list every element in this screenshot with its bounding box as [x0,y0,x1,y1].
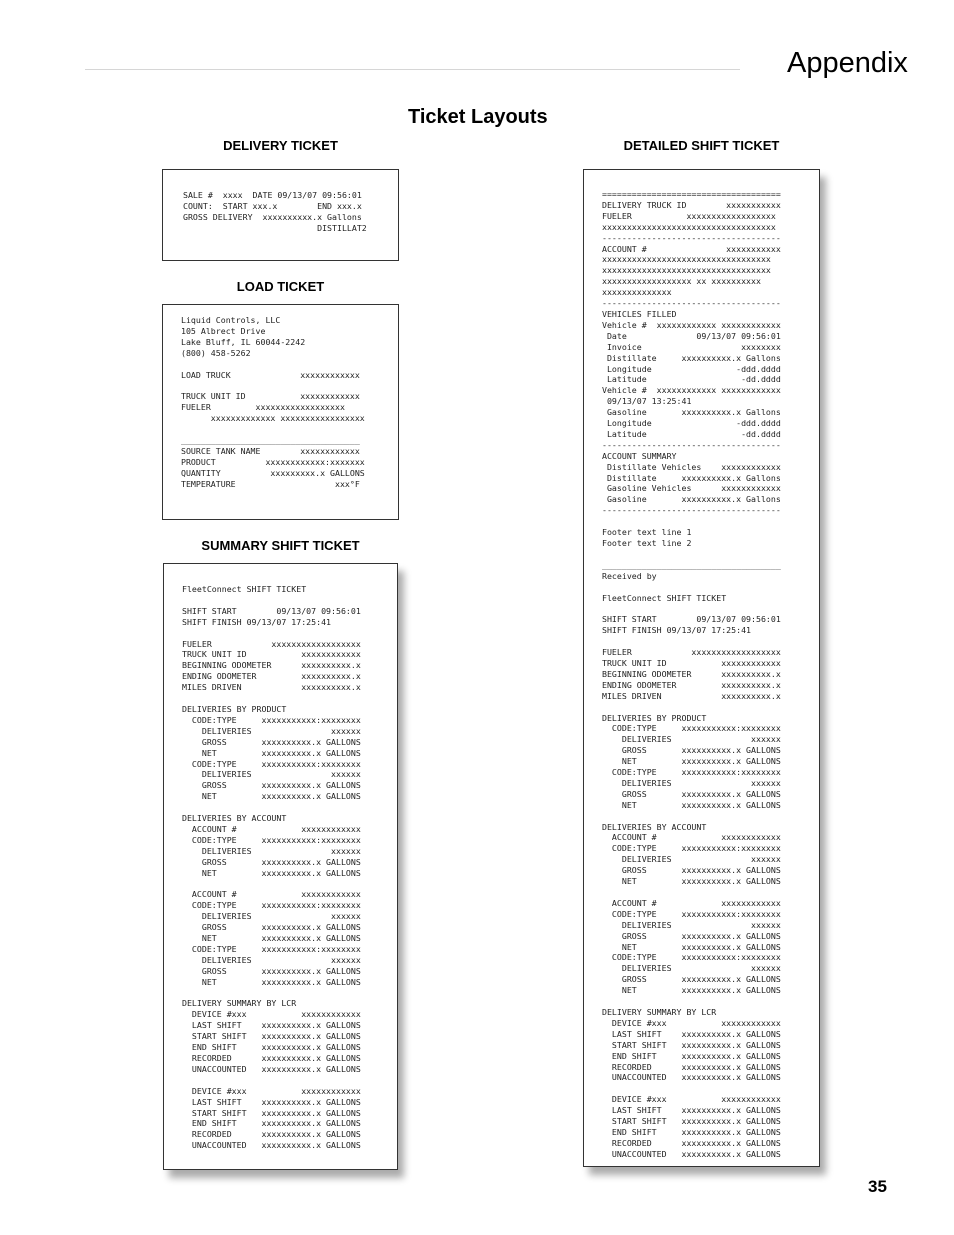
section-title: Appendix [787,47,908,79]
summary-shift-ticket-text: FleetConnect SHIFT TICKET SHIFT START 09/13/07 09:56:01 SHIFT FINISH 09/13/07 17:25:41 FUELER xxxxxxxxxxxxxxxxxx TRUCK UNIT ID xxxxxxxxxxxx BEGINNING ODOMETER xxxxxxxxxx.x ENDING ODOMETER xxxxxxxxxx.x MILES DRIVEN xxxxxxxxxx.x DELIVERIES BY PRODUCT CODE:TYPE xxxxxxxxxxx:xxxxxxxx DELIVERIES xxxxxx GROSS xxxxxxxxxx.x GALLONS NET xxxxxxxxxx.x GALLONS CODE:TYPE xxxxxxxxxxx:xxxxxxxx DELIVERIES xxxxxx GROSS xxxxxxxxxx.x GALLONS NET xxxxxxxxxx.x GALLONS DELIVERIES BY ACCOUNT ACCOUNT # xxxxxxxxxxxx CODE:TYPE xxxxxxxxxxx:xxxxxxxx DELIVERIES xxxxxx GROSS xxxxxxxxxx.x GALLONS NET xxxxxxxxxx.x GALLONS ACCOUNT # xxxxxxxxxxxx CODE:TYPE xxxxxxxxxxx:xxxxxxxx DELIVERIES xxxxxx GROSS xxxxxxxxxx.x GALLONS NET xxxxxxxxxx.x GALLONS CODE:TYPE xxxxxxxxxxx:xxxxxxxx DELIVERIES xxxxxx GROSS xxxxxxxxxx.x GALLONS NET xxxxxxxxxx.x GALLONS DELIVERY SUMMARY BY LCR DEVICE #xxx xxxxxxxxxxxx LAST SHIFT xxxxxxxxxx.x GALLONS START SHIFT xxxxxxxxxx.x GALLONS END SHIFT xxxxxxxxxx.x GALLONS RECORDED xxxxxxxxxx.x GALLONS UNACCOUNTED xxxxxxxxxx.x GALLONS DEVICE #xxx xxxxxxxxxxxx LAST SHIFT xxxxxxxxxx.x GALLONS START SHIFT xxxxxxxxxx.x GALLONS END SHIFT xxxxxxxxxx.x GALLONS RECORDED xxxxxxxxxx.x GALLONS UNACCOUNTED xxxxxxxxxx.x GALLONS [182,584,361,1151]
summary-shift-ticket-label: SUMMARY SHIFT TICKET [201,538,360,553]
page-title: Ticket Layouts [408,106,548,128]
detailed-shift-ticket [583,169,820,1167]
detailed-shift-ticket-label: DETAILED SHIFT TICKET [623,138,780,153]
page-number: 35 [868,1177,887,1196]
header-rule [85,69,740,70]
delivery-ticket-label: DELIVERY TICKET [223,138,338,153]
load-ticket [162,304,399,520]
load-ticket-text: Liquid Controls, LLC 105 Albrect Drive Lake Bluff, IL 60044-2242 (800) 458-5262 LOAD TRUCK xxxxxxxxxxxx TRUCK UNIT ID xxxxxxxxxxxx FUELER xxxxxxxxxxxxxxxxxx xxxxxxxxxxxxx xxxxxxxxxxxxxxxxx ____________________________________ SOURCE TANK NAME xxxxxxxxxxxx PRODUCT xxxxxxxxxxxx:xxxxxxx QUANTITY xxxxxxxxx.x GALLONS TEMPERATURE xxx°F [181,315,365,489]
delivery-ticket-text: SALE # xxxx DATE 09/13/07 09:56:01 COUNT: START xxx.x END xxx.x GROSS DELIVERY xxxxxxxxxx.x Gallons DISTILLAT2 [183,190,367,233]
summary-shift-ticket [163,563,398,1170]
delivery-ticket [162,169,399,261]
load-ticket-label: LOAD TICKET [236,279,325,294]
detailed-shift-ticket-text: ==================================== DELIVERY TRUCK ID xxxxxxxxxxx FUELER xxxxxxxxxxxxxxxxxx xxxxxxxxxxxxxxxxxxxxxxxxxxxxxxxxxxx ------------------------------------ ACCOUNT # xxxxxxxxxxx xxxxxxxxxxxxxxxxxxxxxxxxxxxxxxxxxx xxxxxxxxxxxxxxxxxxxxxxxxxxxxxxxxxx xxxxxxxxxxxxxxxxxx xx xxxxxxxxxx xxxxxxxxxxxxxx ------------------------------------ VEHICLES FILLED Vehicle # xxxxxxxxxxxx xxxxxxxxxxxx Date 09/13/07 09:56:01 Invoice xxxxxxxx Distillate xxxxxxxxxx.x Gallons Longitude -ddd.dddd Latitude -dd.dddd Vehicle # xxxxxxxxxxxx xxxxxxxxxxxx 09/13/07 13:25:41 Gasoline xxxxxxxxxx.x Gallons Longitude -ddd.dddd Latitude -dd.dddd ------------------------------------ ACCOUNT SUMMARY Distillate Vehicles xxxxxxxxxxxx Distillate xxxxxxxxxx.x Gallons Gasoline Vehicles xxxxxxxxxxxx Gasoline xxxxxxxxxx.x Gallons ------------------------------------ Footer text line 1 Footer text line 2 ____________________________________ Received by FleetConnect SHIFT TICKET SHIFT START 09/13/07 09:56:01 SHIFT FINISH 09/13/07 17:25:41 FUELER xxxxxxxxxxxxxxxxxx TRUCK UNIT ID xxxxxxxxxxxx BEGINNING ODOMETER xxxxxxxxxx.x ENDING ODOMETER xxxxxxxxxx.x MILES DRIVEN xxxxxxxxxx.x DELIVERIES BY PRODUCT CODE:TYPE xxxxxxxxxxx:xxxxxxxx DELIVERIES xxxxxx GROSS xxxxxxxxxx.x GALLONS NET xxxxxxxxxx.x GALLONS CODE:TYPE xxxxxxxxxxx:xxxxxxxx DELIVERIES xxxxxx GROSS xxxxxxxxxx.x GALLONS NET xxxxxxxxxx.x GALLONS DELIVERIES BY ACCOUNT ACCOUNT # xxxxxxxxxxxx CODE:TYPE xxxxxxxxxxx:xxxxxxxx DELIVERIES xxxxxx GROSS xxxxxxxxxx.x GALLONS NET xxxxxxxxxx.x GALLONS ACCOUNT # xxxxxxxxxxxx CODE:TYPE xxxxxxxxxxx:xxxxxxxx DELIVERIES xxxxxx GROSS xxxxxxxxxx.x GALLONS NET xxxxxxxxxx.x GALLONS CODE:TYPE xxxxxxxxxxx:xxxxxxxx DELIVERIES xxxxxx GROSS xxxxxxxxxx.x GALLONS NET xxxxxxxxxx.x GALLONS DELIVERY SUMMARY BY LCR DEVICE #xxx xxxxxxxxxxxx LAST SHIFT xxxxxxxxxx.x GALLONS START SHIFT xxxxxxxxxx.x GALLONS END SHIFT xxxxxxxxxx.x GALLONS RECORDED xxxxxxxxxx.x GALLONS UNACCOUNTED xxxxxxxxxx.x GALLONS DEVICE #xxx xxxxxxxxxxxx LAST SHIFT xxxxxxxxxx.x GALLONS START SHIFT xxxxxxxxxx.x GALLONS END SHIFT xxxxxxxxxx.x GALLONS RECORDED xxxxxxxxxx.x GALLONS UNACCOUNTED xxxxxxxxxx.x GALLONS [602,189,781,1159]
